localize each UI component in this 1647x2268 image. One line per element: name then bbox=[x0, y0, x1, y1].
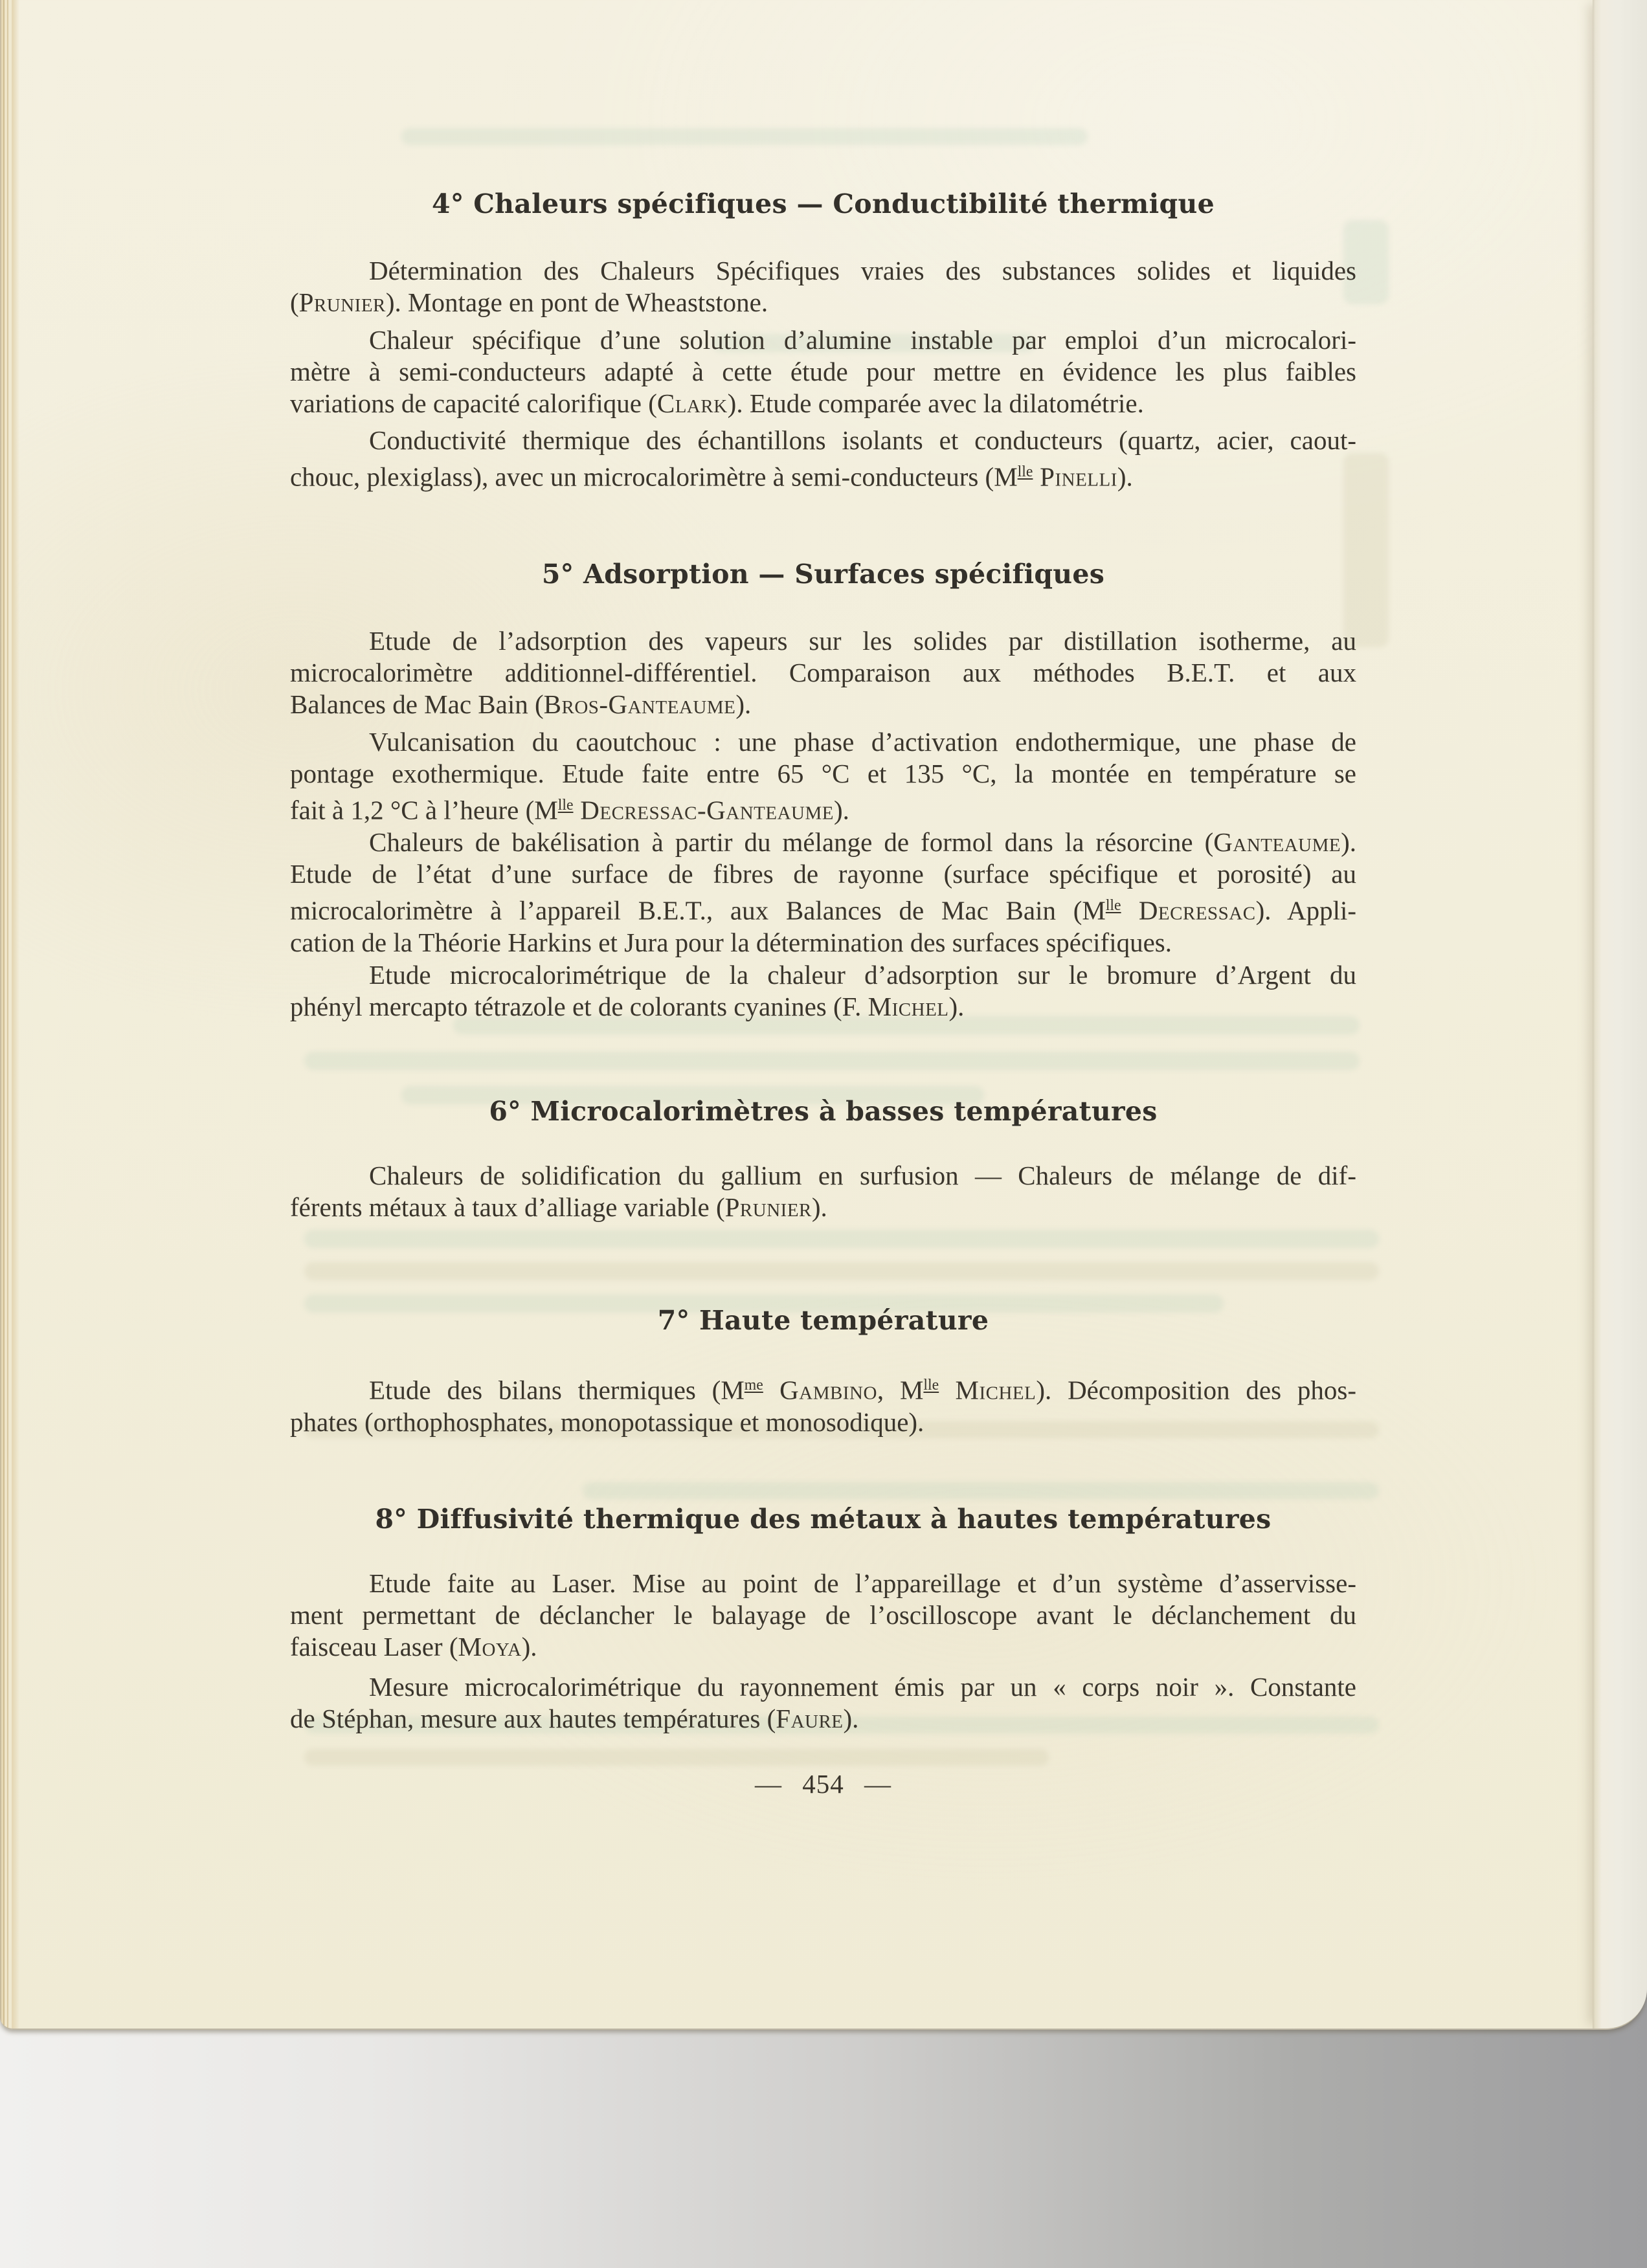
text-segment: ment permettant de déclancher le balayage de l’oscilloscope avant le déclanchement du bbox=[290, 1600, 1356, 1630]
bleed-through-ghost bbox=[304, 1230, 1379, 1248]
text-line bbox=[290, 1160, 1356, 1192]
person-name: Decressac-Ganteaume bbox=[573, 795, 834, 825]
text-segment: ). bbox=[811, 1192, 827, 1222]
text-segment: Etude de l’état d’une surface de fibres de rayonne (surface spécifique et porosité) au bbox=[290, 859, 1356, 889]
text-segment: Conductivité thermique des échantillons isolants et conducteurs (quartz, acier, caout- bbox=[369, 425, 1356, 455]
text-segment: pontage exothermique. Etude faite entre 65 °C et 135 °C, la montée en température se bbox=[290, 759, 1356, 788]
text-segment: phényl mercapto tétrazole et de colorants cyanines (F. bbox=[290, 992, 868, 1021]
bleed-through-ghost bbox=[304, 1262, 1379, 1280]
text-line bbox=[290, 425, 1356, 456]
text-segment: Etude des bilans thermiques (M bbox=[369, 1375, 745, 1405]
text-segment: microcalorimètre additionnel-différentiel. Comparaison aux méthodes B.E.T. et aux bbox=[290, 658, 1356, 687]
paragraph-determination bbox=[290, 255, 1356, 318]
person-name: Michel bbox=[939, 1375, 1036, 1405]
bleed-through-ghost bbox=[304, 1749, 1049, 1766]
text-segment: Balances de Mac Bain ( bbox=[290, 689, 544, 719]
text-segment: de Stéphan, mesure aux hautes températures ( bbox=[290, 1704, 776, 1733]
text-line bbox=[290, 827, 1356, 858]
text-segment: faisceau Laser ( bbox=[290, 1632, 458, 1662]
text-line bbox=[290, 1192, 1356, 1223]
person-name: Moya bbox=[458, 1632, 522, 1662]
text-segment: Détermination des Chaleurs Spécifiques vraies des substances solides et liquides bbox=[369, 256, 1356, 285]
person-name: Michel bbox=[868, 992, 949, 1021]
paragraph-vulcanisation bbox=[290, 726, 1356, 827]
text-line bbox=[290, 890, 1356, 927]
section-heading-4: 4° Chaleurs spécifiques — Conductibilité thermique bbox=[432, 188, 1215, 219]
text-segment: ). bbox=[521, 1632, 537, 1662]
text-segment: microcalorimètre à l’appareil B.E.T., aux Balances de Mac Bain (M bbox=[290, 895, 1106, 926]
paragraph-bilans-thermiques bbox=[290, 1370, 1356, 1438]
text-segment: , M bbox=[877, 1375, 924, 1405]
section-heading-6: 6° Microcalorimètres à basses températures bbox=[489, 1096, 1158, 1127]
section-heading-8: 8° Diffusivité thermique des métaux à hautes températures bbox=[375, 1504, 1272, 1535]
paragraph-laser bbox=[290, 1568, 1356, 1663]
person-name: Ganteaume bbox=[1213, 827, 1341, 857]
superscript-abbreviation: lle bbox=[557, 797, 574, 814]
text-segment: ). bbox=[833, 795, 849, 825]
text-line bbox=[290, 959, 1356, 991]
text-segment: chouc, plexiglass), avec un microcalorimètre à semi-conducteurs (M bbox=[290, 461, 1018, 492]
person-name: Bros-Ganteaume bbox=[543, 689, 736, 719]
paragraph-conductivite bbox=[290, 425, 1356, 493]
text-segment: cation de la Théorie Harkins et Jura pour la détermination des surfaces spécifiques. bbox=[290, 927, 1172, 957]
text-segment: ). Décomposition des phos- bbox=[1036, 1375, 1356, 1405]
text-segment: ). Montage en pont de Wheaststone. bbox=[385, 287, 768, 317]
text-line bbox=[290, 255, 1356, 287]
text-segment: phates (orthophosphates, monopotassique et monosodique). bbox=[290, 1406, 924, 1437]
text-segment: variations de capacité calorifique ( bbox=[290, 388, 657, 418]
text-segment: Mesure microcalorimétrique du rayonnement émis par un « corps noir ». Constante bbox=[369, 1672, 1356, 1702]
text-line bbox=[290, 1568, 1356, 1599]
bleed-through-ghost bbox=[304, 1052, 1360, 1070]
paragraph-bakelisation bbox=[290, 827, 1356, 959]
paragraph-bromure-argent bbox=[290, 959, 1356, 1023]
text-line bbox=[290, 927, 1356, 959]
text-line bbox=[290, 1631, 1356, 1663]
bleed-through-ghost bbox=[583, 1482, 1379, 1499]
text-segment: Chaleurs de solidification du gallium en surfusion — Chaleurs de mélange de dif- bbox=[369, 1161, 1356, 1190]
text-segment: mètre à semi-conducteurs adapté à cette étude pour mettre en évidence les plus faibles bbox=[290, 357, 1356, 386]
text-line bbox=[290, 657, 1356, 689]
page-number: — 454 — bbox=[755, 1769, 891, 1799]
text-line bbox=[290, 324, 1356, 356]
text-segment: Chaleurs de bakélisation à partir du mélange de formol dans la résorcine ( bbox=[369, 827, 1214, 857]
paragraph-chaleur-specifique bbox=[290, 324, 1356, 419]
text-segment: ). bbox=[1341, 827, 1356, 857]
person-name: Pinelli bbox=[1033, 461, 1117, 492]
text-segment: fait à 1,2 °C à l’heure (M bbox=[290, 795, 558, 825]
text-line bbox=[290, 758, 1356, 790]
section-heading-5: 5° Adsorption — Surfaces spécifiques bbox=[541, 559, 1105, 590]
page-stack-edge-left bbox=[0, 0, 30, 2029]
text-line bbox=[290, 1599, 1356, 1631]
text-line bbox=[290, 1703, 1356, 1735]
text-segment: ). bbox=[948, 992, 965, 1021]
text-segment: Etude faite au Laser. Mise au point de l’appareillage et d’un système d’asservisse- bbox=[369, 1568, 1356, 1598]
text-segment: ). bbox=[1117, 461, 1133, 492]
text-line bbox=[290, 625, 1356, 657]
text-line bbox=[290, 356, 1356, 388]
superscript-abbreviation: lle bbox=[1017, 463, 1033, 480]
paragraph-adsorption bbox=[290, 625, 1356, 720]
text-line bbox=[290, 858, 1356, 890]
text-segment: ). bbox=[843, 1704, 859, 1733]
person-name: Prunier bbox=[298, 287, 386, 317]
text-segment: ). Appli- bbox=[1255, 895, 1357, 926]
person-name: Gambino bbox=[763, 1375, 877, 1405]
text-line bbox=[290, 790, 1356, 827]
text-segment: Vulcanisation du caoutchouc : une phase d’activation endothermique, une phase de bbox=[369, 727, 1356, 757]
person-name: Prunier bbox=[724, 1192, 812, 1222]
text-segment: ( bbox=[290, 287, 299, 317]
text-line bbox=[290, 1406, 1356, 1438]
page-fore-edge-right bbox=[1593, 0, 1647, 2029]
text-line bbox=[290, 1370, 1356, 1406]
superscript-abbreviation: lle bbox=[923, 1377, 939, 1394]
bleed-through-ghost bbox=[401, 128, 1088, 145]
paragraph-corps-noir bbox=[290, 1671, 1356, 1735]
text-segment: Chaleur spécifique d’une solution d’alumine instable par emploi d’un microcalori- bbox=[369, 325, 1356, 355]
text-line bbox=[290, 1671, 1356, 1703]
text-line bbox=[290, 388, 1356, 419]
text-segment: Etude de l’adsorption des vapeurs sur les solides par distillation isotherme, au bbox=[369, 626, 1356, 656]
text-line bbox=[290, 287, 1356, 318]
text-line bbox=[290, 991, 1356, 1023]
scanner-backdrop bbox=[0, 2000, 1647, 2268]
text-line bbox=[290, 689, 1356, 720]
text-segment: ). bbox=[735, 689, 752, 719]
person-name: Decressac bbox=[1121, 895, 1256, 926]
text-segment: férents métaux à taux d’alliage variable ( bbox=[290, 1192, 725, 1222]
superscript-abbreviation: me bbox=[744, 1377, 763, 1394]
text-segment: ). Etude comparée avec la dilatométrie. bbox=[727, 388, 1144, 418]
superscript-abbreviation: lle bbox=[1105, 897, 1121, 914]
section-heading-7: 7° Haute température bbox=[657, 1305, 989, 1336]
person-name: Clark bbox=[656, 388, 728, 418]
paragraph-gallium bbox=[290, 1160, 1356, 1223]
person-name: Faure bbox=[776, 1704, 844, 1733]
text-line bbox=[290, 456, 1356, 493]
text-line bbox=[290, 726, 1356, 758]
text-segment: Etude microcalorimétrique de la chaleur d’adsorption sur le bromure d’Argent du bbox=[369, 960, 1356, 990]
